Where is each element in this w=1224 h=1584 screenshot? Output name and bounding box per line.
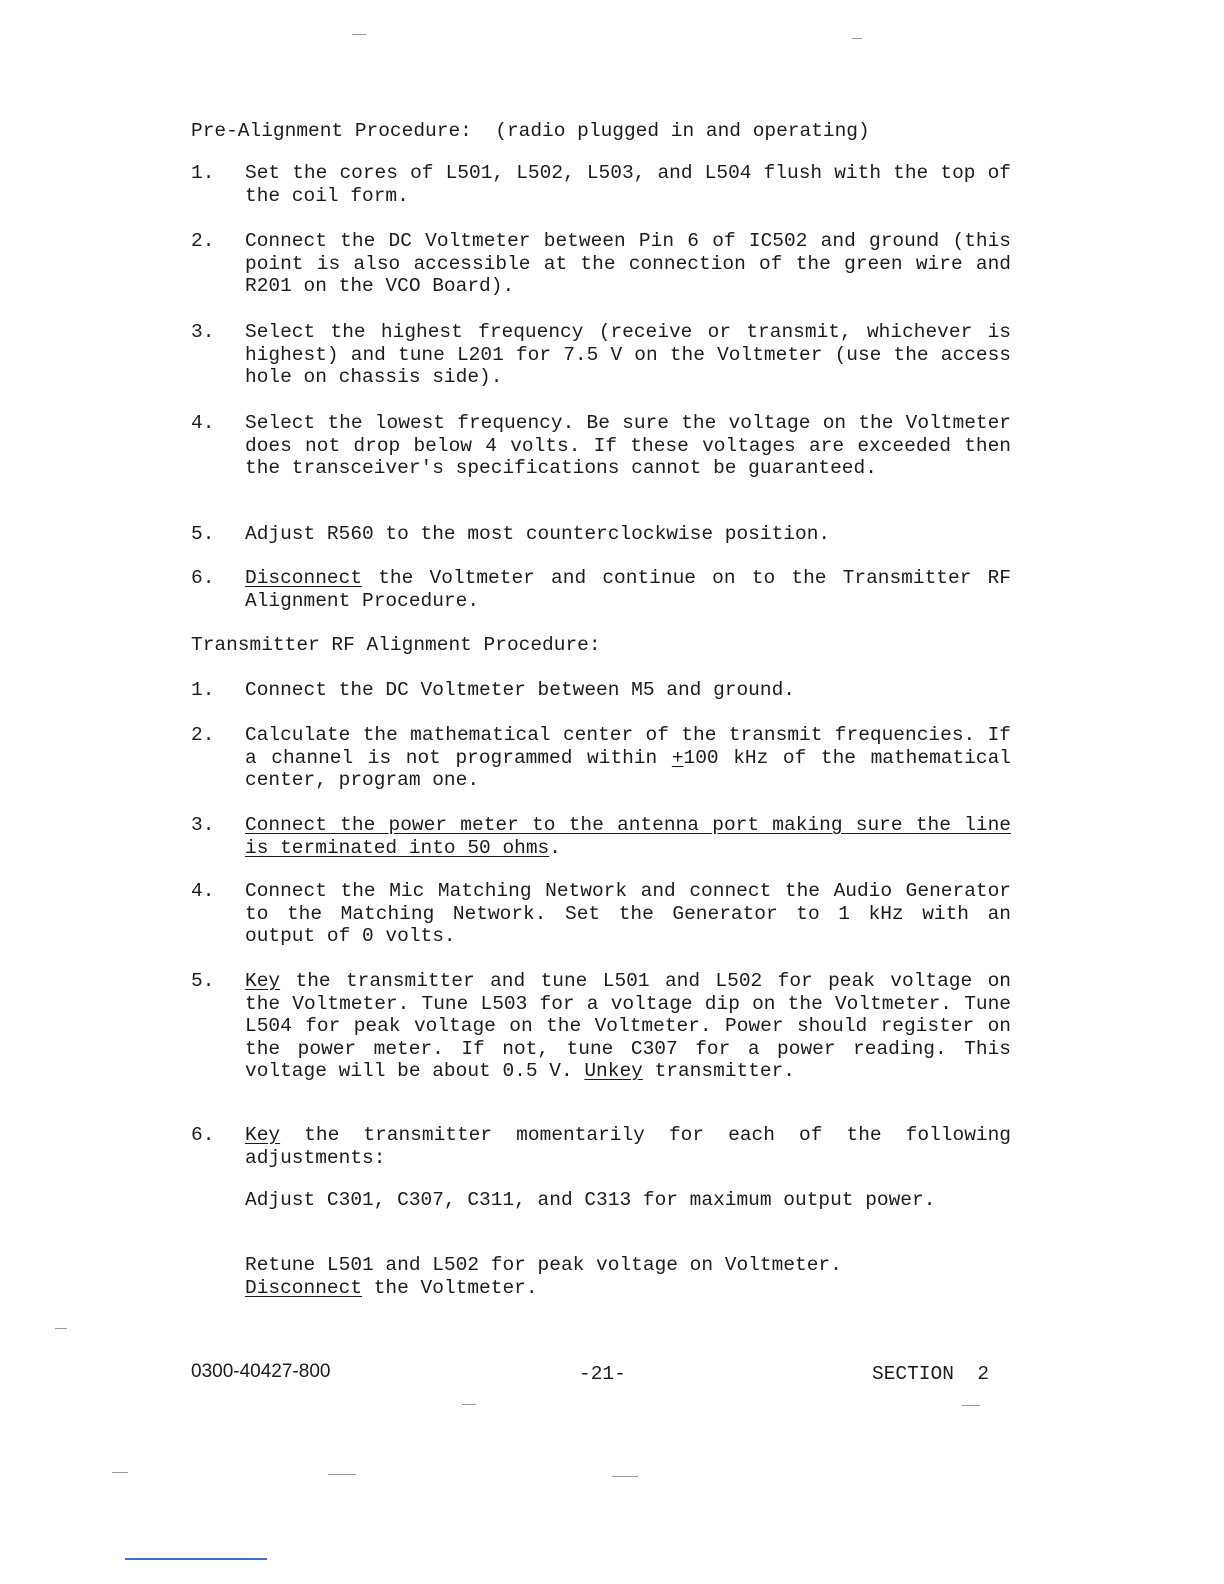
underlined-key: Key: [245, 970, 281, 992]
step-number: 6.: [191, 1124, 215, 1146]
step-text: [245, 1124, 1011, 1169]
transmitter-rf-step-2: [191, 724, 1021, 792]
sub-step-retune: [245, 1254, 1011, 1299]
pre-alignment-step-1: [191, 162, 1021, 207]
step-number: 4.: [191, 412, 215, 434]
step-number: 5.: [191, 970, 215, 992]
step-text: [245, 814, 1011, 859]
transmitter-rf-step-1: [191, 679, 1021, 702]
step-text: Connect the DC Voltmeter between Pin 6 of IC502 and ground (this point is also accessible at the connection of the green wire and R201 on the VCO Board).: [245, 230, 1011, 297]
transmitter-rf-heading: Transmitter RF Alignment Procedure:: [191, 634, 601, 656]
transmitter-rf-step-4: [191, 880, 1021, 948]
sub-step-adjust: Adjust C301, C307, C311, and C313 for maximum output power.: [245, 1189, 936, 1211]
step-text-rest: the transmitter momentarily for each of the following adjustments:: [245, 1124, 1011, 1169]
underlined-unkey: Unkey: [584, 1060, 643, 1082]
step-number: 1.: [191, 162, 215, 184]
step-text: Connect the Mic Matching Network and connect the Audio Generator to the Matching Network. Set the Generator to 1 kHz with an output of 0 volts.: [245, 880, 1011, 947]
transmitter-rf-step-5: [191, 970, 1021, 1083]
step-text: Select the lowest frequency. Be sure the voltage on the Voltmeter does not drop below 4 volts. If these voltages are exceeded then the transceiver's specifications cannot be guaranteed.: [245, 412, 1011, 479]
sub-step-text-a: Retune L501 and L502 for peak voltage on Voltmeter.: [245, 1254, 842, 1276]
underlined-text: Connect the power meter to the antenna port making sure the line is terminated into 50 ohms: [245, 814, 1011, 859]
step-text-rest: .: [549, 836, 561, 859]
pre-alignment-step-6: [191, 567, 1021, 612]
step-text: Set the cores of L501, L502, L503, and L504 flush with the top of the coil form.: [245, 162, 1011, 207]
step-text: [245, 567, 1011, 612]
step-number: 2.: [191, 724, 215, 746]
sub-step-text-b: the Voltmeter.: [362, 1276, 538, 1299]
step-text: Select the highest frequency (receive or transmit, whichever is highest) and tune L201 for 7.5 V on the Voltmeter (use the access hole on chassis side).: [245, 321, 1011, 388]
pre-alignment-step-3: [191, 321, 1021, 389]
step-text-a: the transmitter and tune L501 and L502 for peak voltage on the Voltmeter. Tune L503 for a voltage dip on the Voltmeter. Tune L504 for peak voltage on the Voltmeter. Power should register on the power meter. If not, tune C307 for a power reading. This voltage will be about 0.5 V.: [245, 970, 1011, 1082]
scan-edge-line: [125, 1558, 267, 1560]
underlined-text: Disconnect: [245, 1276, 363, 1299]
plus-minus-sign: +: [671, 746, 684, 769]
step-text: Connect the DC Voltmeter between M5 and ground.: [245, 679, 795, 701]
step-text: [245, 970, 1011, 1083]
underlined-text: Disconnect: [245, 567, 363, 589]
step-number: 1.: [191, 679, 215, 701]
step-text-b: 100 kHz of the mathematical center, program one.: [245, 746, 1011, 791]
pre-alignment-heading: Pre-Alignment Procedure: (radio plugged in and operating): [191, 120, 870, 142]
step-text: [245, 724, 1011, 792]
step-number: 2.: [191, 230, 215, 252]
step-number: 3.: [191, 814, 215, 836]
step-text-b: transmitter.: [642, 1060, 795, 1082]
section-label: SECTION 2: [872, 1363, 990, 1385]
step-text-a: Calculate the mathematical center of the transmit frequencies. If a channel is not programmed within: [245, 724, 1011, 769]
page-number: -21-: [579, 1363, 626, 1385]
step-number: 3.: [191, 321, 215, 343]
underlined-key: Key: [245, 1124, 281, 1146]
step-text: Adjust R560 to the most counterclockwise position.: [245, 523, 831, 545]
step-number: 5.: [191, 523, 215, 545]
transmitter-rf-step-6: [191, 1124, 1021, 1169]
step-number: 4.: [191, 880, 215, 902]
transmitter-rf-step-3: [191, 814, 1021, 859]
pre-alignment-step-5: [191, 523, 1021, 546]
pre-alignment-step-2: [191, 230, 1021, 298]
document-number: 0300-40427-800: [191, 1361, 331, 1382]
step-text-rest: the Voltmeter and continue on to the Transmitter RF Alignment Procedure.: [245, 567, 1011, 612]
pre-alignment-step-4: [191, 412, 1021, 480]
step-number: 6.: [191, 567, 215, 589]
